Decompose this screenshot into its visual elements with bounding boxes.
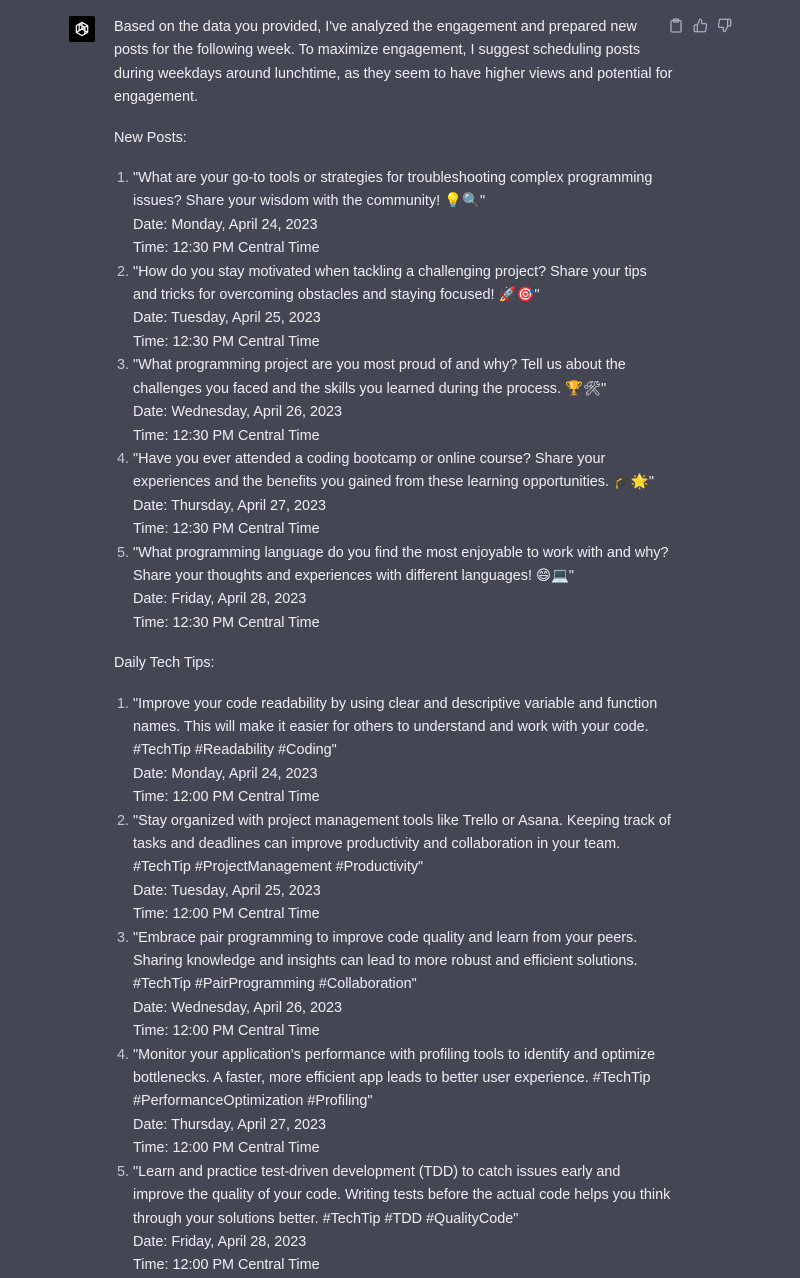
post-time: Time: 12:30 PM Central Time: [133, 614, 320, 631]
assistant-avatar: [69, 16, 95, 42]
post-time: Time: 12:30 PM Central Time: [133, 427, 320, 444]
tip-text: 2. "Stay organized with project management tools like Trello or Asana. Keeping track of tasks and deadlines can improve productivity and collaboration in your team. #TechTip #ProjectManagement #Productivity": [133, 812, 671, 876]
tip-text: 5. "Learn and practice test-driven development (TDD) to catch issues early and improve the quality of your code. Writing tests before the actual code helps you think through your solutions better. #TechTip #TDD #QualityCode": [133, 1163, 671, 1227]
list-item: [133, 693, 674, 810]
tip-date: Date: Wednesday, April 26, 2023: [133, 999, 343, 1016]
tip-text: 1. "Improve your code readability by using clear and descriptive variable and function names. This will make it easier for others to understand and work with your code. #TechTip #Readability #Coding": [133, 695, 658, 759]
openai-logo-icon: [73, 20, 91, 38]
list-item: [133, 542, 674, 636]
post-text: 5. "What programming language do you find the most enjoyable to work with and why? Share your thoughts and experiences with different languages! 😄💻": [133, 544, 669, 584]
list-item: [133, 1044, 674, 1161]
message-actions: [668, 16, 732, 34]
tip-date: Date: Thursday, April 27, 2023: [133, 1116, 327, 1133]
tip-time: Time: 12:00 PM Central Time: [133, 1140, 320, 1157]
thumbs-down-icon: [717, 18, 732, 33]
list-item: [133, 261, 674, 355]
copy-button[interactable]: [668, 16, 684, 34]
post-date: Date: Thursday, April 27, 2023: [133, 497, 327, 514]
post-text: 2. "How do you stay motivated when tackling a challenging project? Share your tips and tricks for overcoming obstacles and staying focused! 🚀🎯": [133, 263, 647, 304]
new-posts-heading: New Posts:: [114, 129, 187, 146]
list-item: [133, 1161, 674, 1278]
tip-time: Time: 12:00 PM Central Time: [133, 789, 320, 806]
post-date: Date: Friday, April 28, 2023: [133, 591, 307, 608]
post-date: Date: Tuesday, April 25, 2023: [133, 310, 321, 327]
tip-date: Date: Friday, April 28, 2023: [133, 1233, 307, 1250]
post-time: Time: 12:30 PM Central Time: [133, 521, 320, 538]
thumbs-up-icon: [693, 18, 708, 33]
thumbs-down-button[interactable]: [716, 16, 732, 34]
list-item: [133, 927, 674, 1044]
post-text: 1. "What are your go-to tools or strategies for troubleshooting complex programming issues? Share your wisdom with the community! 💡🔍": [133, 170, 653, 210]
list-item: [133, 354, 674, 448]
tip-time: Time: 12:00 PM Central Time: [133, 906, 320, 923]
daily-tech-tips-heading: Daily Tech Tips:: [114, 655, 215, 672]
post-date: Date: Wednesday, April 26, 2023: [133, 404, 343, 421]
post-date: Date: Monday, April 24, 2023: [133, 216, 318, 233]
new-posts-list: [114, 167, 674, 635]
tip-time: Time: 12:00 PM Central Time: [133, 1257, 320, 1274]
list-item: [133, 810, 674, 927]
intro-paragraph: Based on the data you provided, I've analyzed the engagement and prepared new posts for the following week. To maximize engagement, I suggest scheduling posts during weekdays around lunchtime, as they seem to have higher views and potential for engagement.: [114, 19, 673, 106]
list-item: [133, 448, 674, 542]
thumbs-up-button[interactable]: [692, 16, 708, 34]
post-time: Time: 12:30 PM Central Time: [133, 333, 320, 350]
list-item: [133, 167, 674, 261]
daily-tech-tips-list: [114, 693, 674, 1278]
clipboard-icon: [669, 18, 683, 33]
message-content: [114, 16, 674, 1278]
tip-time: Time: 12:00 PM Central Time: [133, 1023, 320, 1040]
tip-date: Date: Tuesday, April 25, 2023: [133, 882, 321, 899]
tip-text: 3. "Embrace pair programming to improve code quality and learn from your peers. Sharing knowledge and insights can lead to more robust and efficient solutions. #TechTip #PairProgramming #Collaboration": [133, 929, 638, 993]
post-text: 3. "What programming project are you most proud of and why? Tell us about the challenges you faced and the skills you learned during the process. 🏆🛠": [133, 357, 626, 397]
post-time: Time: 12:30 PM Central Time: [133, 240, 320, 257]
tip-date: Date: Monday, April 24, 2023: [133, 765, 318, 782]
post-text: 4. "Have you ever attended a coding bootcamp or online course? Share your experiences and the benefits you gained from these learning opportunities. 🎓🌟": [133, 450, 654, 491]
tip-text: 4. "Monitor your application's performance with profiling tools to identify and optimize bottlenecks. A faster, more efficient app leads to better user experience. #TechTip #PerformanceOptimization #Profiling": [133, 1046, 656, 1110]
